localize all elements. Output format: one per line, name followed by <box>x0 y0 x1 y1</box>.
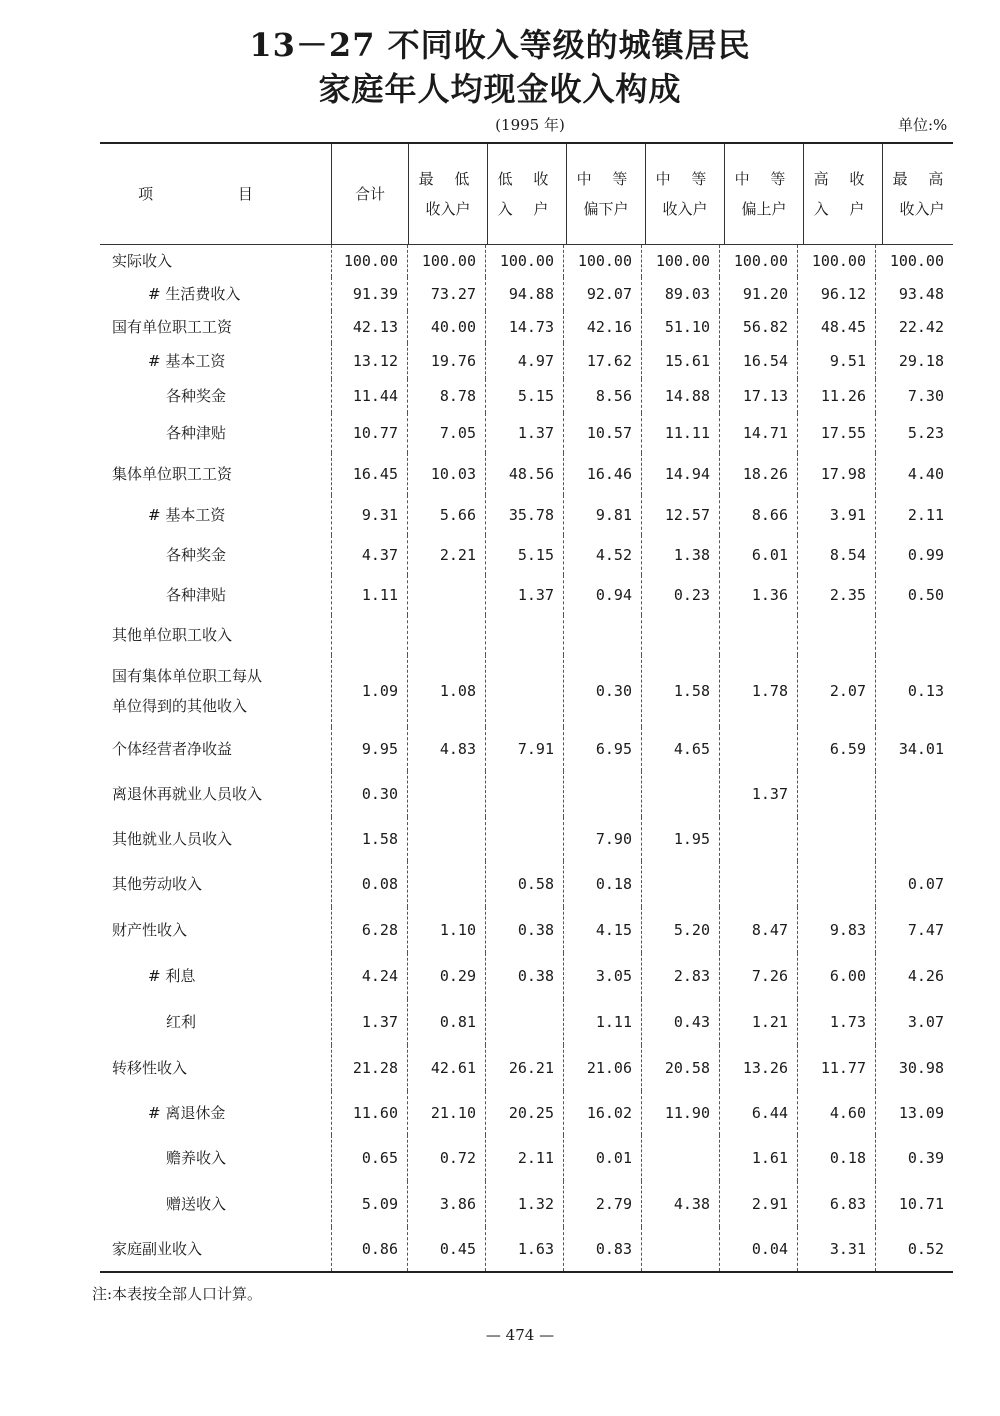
value-cell: 30.98 <box>875 1045 953 1091</box>
value-cell: 10.57 <box>563 413 641 453</box>
value-cell <box>875 771 953 817</box>
value-cell: 20.25 <box>485 1091 563 1135</box>
value-cell: 0.81 <box>407 999 485 1045</box>
value-cell: 56.82 <box>719 311 797 343</box>
header-total: 合计 <box>331 144 408 244</box>
value-cell: 7.90 <box>563 817 641 861</box>
value-cell: 94.88 <box>485 277 563 311</box>
value-cell: 92.07 <box>563 277 641 311</box>
year-label: (1995 年) <box>495 116 565 134</box>
value-cell: 3.05 <box>563 953 641 999</box>
value-cell: 8.66 <box>719 495 797 535</box>
value-cell: 5.09 <box>331 1181 407 1227</box>
row-label: 各种津贴 <box>166 424 227 442</box>
value-cell: 0.45 <box>407 1227 485 1271</box>
header-lowest-income: 最 低 收入户 <box>408 144 487 244</box>
value-cell: 4.38 <box>641 1181 719 1227</box>
value-cell <box>563 771 641 817</box>
value-cell: 100.00 <box>331 245 407 277</box>
table-row <box>100 953 953 999</box>
value-cell: 10.71 <box>875 1181 953 1227</box>
value-cell: 21.06 <box>563 1045 641 1091</box>
row-label: 转移性收入 <box>112 1059 188 1077</box>
income-table <box>100 142 953 1273</box>
value-cell: 4.24 <box>331 953 407 999</box>
header-high-income: 高 收 入 户 <box>803 144 882 244</box>
value-cell: 6.00 <box>797 953 875 999</box>
row-label: 实际收入 <box>112 252 173 270</box>
value-cell <box>719 727 797 771</box>
value-cell: 0.43 <box>641 999 719 1045</box>
table-row <box>100 1045 953 1091</box>
header-low-income: 低 收 入 户 <box>487 144 566 244</box>
value-cell: 5.23 <box>875 413 953 453</box>
value-cell: 1.73 <box>797 999 875 1045</box>
value-cell: 4.37 <box>331 535 407 575</box>
value-cell: 6.83 <box>797 1181 875 1227</box>
table-title: 13－27 不同收入等级的城镇居民 <box>249 26 751 64</box>
row-label: # 基本工资 <box>148 506 226 524</box>
row-label: 其他单位职工收入 <box>112 626 233 644</box>
row-label: 各种奖金 <box>166 546 227 564</box>
value-cell: 4.83 <box>407 727 485 771</box>
value-cell: 26.21 <box>485 1045 563 1091</box>
value-cell: 4.65 <box>641 727 719 771</box>
value-cell: 100.00 <box>641 245 719 277</box>
value-cell: 0.08 <box>331 861 407 907</box>
value-cell: 0.07 <box>875 861 953 907</box>
value-cell <box>485 615 563 655</box>
table-row <box>100 495 953 535</box>
value-cell: 3.86 <box>407 1181 485 1227</box>
value-cell: 0.86 <box>331 1227 407 1271</box>
value-cell: 2.11 <box>875 495 953 535</box>
value-cell: 1.38 <box>641 535 719 575</box>
value-cell: 17.55 <box>797 413 875 453</box>
value-cell: 7.47 <box>875 907 953 953</box>
header-lower-middle-income: 中 等 偏下户 <box>566 144 645 244</box>
row-label: 国有集体单位职工每从 单位得到的其他收入 <box>112 667 263 715</box>
value-cell: 9.31 <box>331 495 407 535</box>
value-cell: 9.95 <box>331 727 407 771</box>
value-cell: 16.54 <box>719 343 797 379</box>
value-cell: 5.66 <box>407 495 485 535</box>
value-cell: 3.07 <box>875 999 953 1045</box>
row-label: # 生活费收入 <box>148 285 241 303</box>
value-cell <box>563 615 641 655</box>
value-cell: 11.77 <box>797 1045 875 1091</box>
value-cell: 0.13 <box>875 655 953 727</box>
row-label: 离退休再就业人员收入 <box>112 785 263 803</box>
value-cell: 91.39 <box>331 277 407 311</box>
value-cell: 0.18 <box>563 861 641 907</box>
value-cell: 51.10 <box>641 311 719 343</box>
table-row <box>100 861 953 907</box>
row-label: # 离退休金 <box>148 1104 226 1122</box>
value-cell: 1.10 <box>407 907 485 953</box>
value-cell: 42.61 <box>407 1045 485 1091</box>
value-cell <box>797 771 875 817</box>
value-cell: 1.95 <box>641 817 719 861</box>
value-cell: 1.32 <box>485 1181 563 1227</box>
value-cell: 11.90 <box>641 1091 719 1135</box>
value-cell: 1.36 <box>719 575 797 615</box>
table-row <box>100 907 953 953</box>
value-cell: 18.26 <box>719 453 797 495</box>
value-cell: 0.04 <box>719 1227 797 1271</box>
value-cell: 100.00 <box>719 245 797 277</box>
value-cell: 2.91 <box>719 1181 797 1227</box>
value-cell: 15.61 <box>641 343 719 379</box>
value-cell: 0.38 <box>485 907 563 953</box>
table-row <box>100 245 953 277</box>
value-cell: 73.27 <box>407 277 485 311</box>
value-cell: 1.11 <box>563 999 641 1045</box>
table-row <box>100 343 953 379</box>
value-cell: 1.37 <box>485 575 563 615</box>
value-cell <box>719 615 797 655</box>
value-cell <box>875 615 953 655</box>
value-cell: 2.21 <box>407 535 485 575</box>
value-cell: 1.11 <box>331 575 407 615</box>
value-cell: 29.18 <box>875 343 953 379</box>
value-cell: 3.31 <box>797 1227 875 1271</box>
value-cell: 1.37 <box>485 413 563 453</box>
value-cell <box>719 861 797 907</box>
value-cell: 1.58 <box>641 655 719 727</box>
value-cell: 1.63 <box>485 1227 563 1271</box>
value-cell: 11.44 <box>331 379 407 413</box>
value-cell: 4.97 <box>485 343 563 379</box>
value-cell: 22.42 <box>875 311 953 343</box>
row-label: 国有单位职工工资 <box>112 318 233 336</box>
value-cell <box>797 817 875 861</box>
value-cell: 9.83 <box>797 907 875 953</box>
value-cell: 93.48 <box>875 277 953 311</box>
value-cell: 14.73 <box>485 311 563 343</box>
value-cell: 48.45 <box>797 311 875 343</box>
value-cell: 6.44 <box>719 1091 797 1135</box>
value-cell: 2.83 <box>641 953 719 999</box>
value-cell: 7.26 <box>719 953 797 999</box>
value-cell: 16.45 <box>331 453 407 495</box>
row-label: 个体经营者净收益 <box>112 740 233 758</box>
value-cell: 16.46 <box>563 453 641 495</box>
value-cell: 11.60 <box>331 1091 407 1135</box>
value-cell: 9.51 <box>797 343 875 379</box>
header-highest-income: 最 高 收入户 <box>882 144 961 244</box>
value-cell: 100.00 <box>563 245 641 277</box>
value-cell <box>641 1227 719 1271</box>
value-cell: 100.00 <box>407 245 485 277</box>
table-row <box>100 999 953 1045</box>
value-cell: 4.15 <box>563 907 641 953</box>
table-row <box>100 277 953 311</box>
value-cell: 100.00 <box>875 245 953 277</box>
row-label: 其他劳动收入 <box>112 875 203 893</box>
value-cell: 96.12 <box>797 277 875 311</box>
value-cell: 0.30 <box>331 771 407 817</box>
value-cell: 0.72 <box>407 1135 485 1181</box>
value-cell <box>797 861 875 907</box>
value-cell: 16.02 <box>563 1091 641 1135</box>
value-cell: 12.57 <box>641 495 719 535</box>
header-middle-income: 中 等 收入户 <box>645 144 724 244</box>
value-cell: 2.11 <box>485 1135 563 1181</box>
value-cell: 11.26 <box>797 379 875 413</box>
value-cell: 13.26 <box>719 1045 797 1091</box>
value-cell: 1.61 <box>719 1135 797 1181</box>
value-cell <box>641 615 719 655</box>
value-cell: 21.28 <box>331 1045 407 1091</box>
value-cell: 8.47 <box>719 907 797 953</box>
value-cell: 0.50 <box>875 575 953 615</box>
value-cell: 6.01 <box>719 535 797 575</box>
value-cell: 13.12 <box>331 343 407 379</box>
value-cell: 17.98 <box>797 453 875 495</box>
value-cell <box>875 817 953 861</box>
value-cell: 4.40 <box>875 453 953 495</box>
value-cell: 0.52 <box>875 1227 953 1271</box>
value-cell <box>407 817 485 861</box>
table-row <box>100 1181 953 1227</box>
value-cell <box>485 817 563 861</box>
value-cell: 1.78 <box>719 655 797 727</box>
value-cell: 7.05 <box>407 413 485 453</box>
table-row <box>100 535 953 575</box>
value-cell: 14.71 <box>719 413 797 453</box>
value-cell: 0.38 <box>485 953 563 999</box>
value-cell: 0.99 <box>875 535 953 575</box>
value-cell <box>485 655 563 727</box>
table-row <box>100 311 953 343</box>
table-header <box>100 144 953 245</box>
value-cell: 1.09 <box>331 655 407 727</box>
value-cell: 2.07 <box>797 655 875 727</box>
value-cell: 5.15 <box>485 379 563 413</box>
value-cell: 0.83 <box>563 1227 641 1271</box>
table-body <box>100 245 953 1271</box>
row-label: # 利息 <box>148 967 196 985</box>
value-cell: 0.58 <box>485 861 563 907</box>
value-cell: 4.60 <box>797 1091 875 1135</box>
value-cell <box>485 999 563 1045</box>
value-cell: 91.20 <box>719 277 797 311</box>
row-label: 赠送收入 <box>166 1195 227 1213</box>
table-row <box>100 655 953 727</box>
value-cell: 6.95 <box>563 727 641 771</box>
value-cell: 5.20 <box>641 907 719 953</box>
value-cell: 19.76 <box>407 343 485 379</box>
value-cell: 1.08 <box>407 655 485 727</box>
table-row <box>100 771 953 817</box>
table-row <box>100 413 953 453</box>
value-cell: 0.30 <box>563 655 641 727</box>
value-cell: 17.13 <box>719 379 797 413</box>
value-cell: 6.28 <box>331 907 407 953</box>
unit-label: 单位:% <box>898 116 948 134</box>
value-cell: 0.29 <box>407 953 485 999</box>
table-row <box>100 615 953 655</box>
value-cell: 1.37 <box>331 999 407 1045</box>
value-cell: 2.35 <box>797 575 875 615</box>
table-row <box>100 379 953 413</box>
value-cell: 0.65 <box>331 1135 407 1181</box>
value-cell: 1.58 <box>331 817 407 861</box>
value-cell: 14.88 <box>641 379 719 413</box>
value-cell: 5.15 <box>485 535 563 575</box>
value-cell <box>641 1135 719 1181</box>
value-cell <box>485 771 563 817</box>
value-cell: 100.00 <box>485 245 563 277</box>
value-cell <box>407 861 485 907</box>
value-cell: 8.54 <box>797 535 875 575</box>
page-number: — 474 — <box>485 1326 555 1344</box>
table-row <box>100 1135 953 1181</box>
value-cell: 4.52 <box>563 535 641 575</box>
value-cell: 42.13 <box>331 311 407 343</box>
header-item: 项 目 <box>138 185 293 203</box>
value-cell: 2.79 <box>563 1181 641 1227</box>
value-cell: 89.03 <box>641 277 719 311</box>
row-label: 集体单位职工工资 <box>112 465 233 483</box>
value-cell: 34.01 <box>875 727 953 771</box>
value-cell: 1.21 <box>719 999 797 1045</box>
header-upper-middle-income: 中 等 偏上户 <box>724 144 803 244</box>
table-row <box>100 1227 953 1271</box>
value-cell: 0.39 <box>875 1135 953 1181</box>
value-cell: 10.03 <box>407 453 485 495</box>
table-subtitle: 家庭年人均现金收入构成 <box>318 70 682 108</box>
value-cell: 3.91 <box>797 495 875 535</box>
value-cell <box>407 771 485 817</box>
value-cell <box>407 615 485 655</box>
value-cell: 7.30 <box>875 379 953 413</box>
value-cell: 40.00 <box>407 311 485 343</box>
table-row <box>100 727 953 771</box>
row-label: 家庭副业收入 <box>112 1240 203 1258</box>
table-row <box>100 453 953 495</box>
value-cell <box>407 575 485 615</box>
value-cell: 9.81 <box>563 495 641 535</box>
value-cell: 0.23 <box>641 575 719 615</box>
value-cell: 21.10 <box>407 1091 485 1135</box>
row-label: 各种奖金 <box>166 387 227 405</box>
value-cell: 8.56 <box>563 379 641 413</box>
row-label: 其他就业人员收入 <box>112 830 233 848</box>
row-label: # 基本工资 <box>148 352 226 370</box>
value-cell: 1.37 <box>719 771 797 817</box>
value-cell: 0.18 <box>797 1135 875 1181</box>
row-label: 赡养收入 <box>166 1149 227 1167</box>
value-cell: 6.59 <box>797 727 875 771</box>
value-cell: 0.01 <box>563 1135 641 1181</box>
table-note: 注:本表按全部人口计算。 <box>92 1285 263 1303</box>
value-cell <box>331 615 407 655</box>
row-label: 财产性收入 <box>112 921 188 939</box>
value-cell: 0.94 <box>563 575 641 615</box>
value-cell: 8.78 <box>407 379 485 413</box>
value-cell: 100.00 <box>797 245 875 277</box>
value-cell: 20.58 <box>641 1045 719 1091</box>
value-cell: 13.09 <box>875 1091 953 1135</box>
value-cell: 14.94 <box>641 453 719 495</box>
table-row <box>100 1091 953 1135</box>
row-label: 红利 <box>166 1013 197 1031</box>
value-cell <box>797 615 875 655</box>
value-cell <box>641 771 719 817</box>
value-cell: 11.11 <box>641 413 719 453</box>
value-cell: 7.91 <box>485 727 563 771</box>
value-cell: 17.62 <box>563 343 641 379</box>
row-label: 各种津贴 <box>166 586 227 604</box>
table-row <box>100 817 953 861</box>
value-cell: 4.26 <box>875 953 953 999</box>
value-cell: 42.16 <box>563 311 641 343</box>
table-row <box>100 575 953 615</box>
value-cell: 35.78 <box>485 495 563 535</box>
value-cell <box>719 817 797 861</box>
value-cell: 48.56 <box>485 453 563 495</box>
value-cell: 10.77 <box>331 413 407 453</box>
value-cell <box>641 861 719 907</box>
